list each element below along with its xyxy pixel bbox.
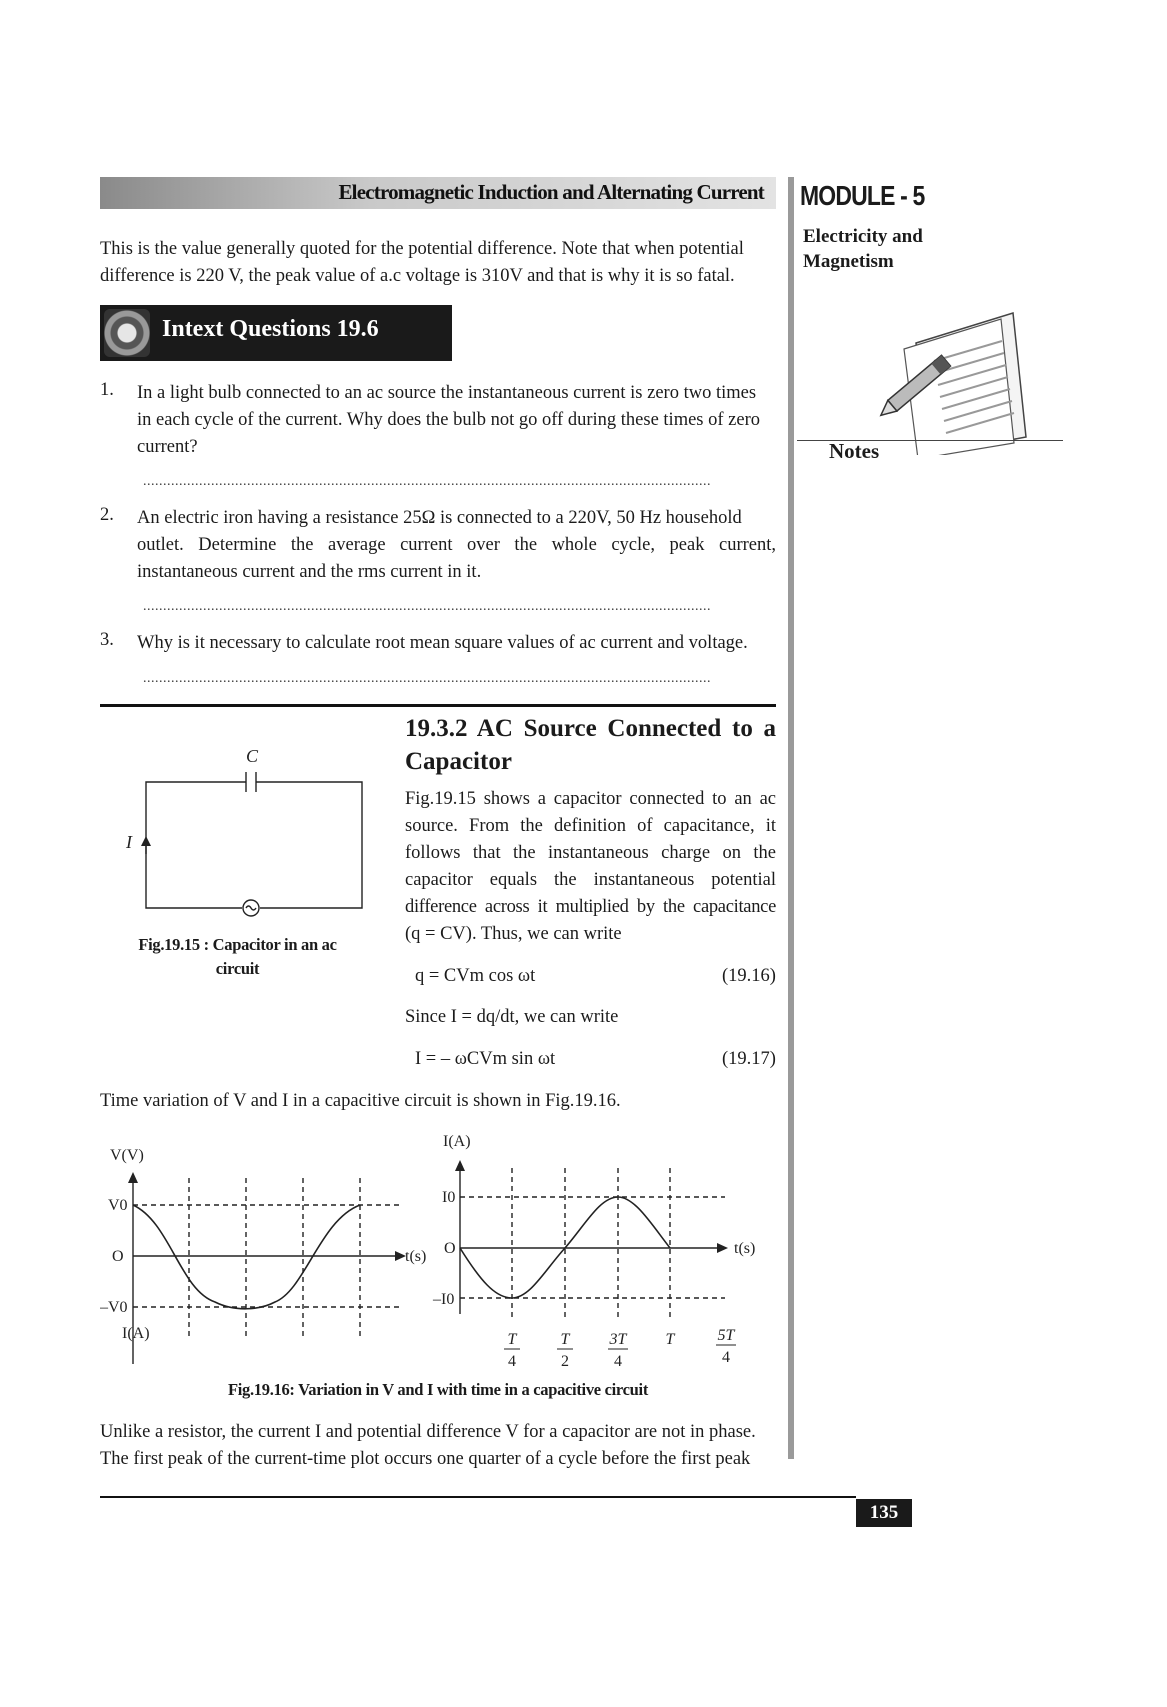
fig16-caption: Fig.19.16: Variation in V and I with time in a capacitive circuit [227, 1380, 649, 1399]
left-y-axis-label: V(V) [110, 1147, 144, 1164]
intro-paragraph [100, 236, 776, 290]
footer-rule [100, 1496, 856, 1498]
tick-label: 4 [508, 1353, 516, 1370]
fig15-caption [110, 933, 365, 981]
question-line: Why is it necessary to calculate root mean square values of ac current and voltage. [137, 633, 748, 653]
page-number: 135 [856, 1499, 912, 1527]
sidebar-rule [788, 177, 794, 1459]
running-header [100, 177, 776, 209]
section-heading-line: 19.3.2 AC Source Connected to a [405, 715, 776, 742]
intext-questions-title: Intext Questions 19.6 [162, 316, 379, 342]
question-line: in each cycle of the current. Why does the bulb not go off during these times of zero [137, 410, 760, 430]
left-v0-label: V0 [108, 1197, 128, 1214]
equation-number: (19.17) [722, 1049, 776, 1069]
left-x-axis-label: t(s) [405, 1248, 427, 1265]
section-heading [405, 712, 776, 778]
module-subject [803, 224, 923, 274]
right-x-axis-label: t(s) [734, 1240, 756, 1257]
fig15-caption-line: Fig.19.15 : Capacitor in an ac [138, 935, 337, 954]
body-line: difference across it multiplied by the capacitance [405, 897, 776, 917]
question-number: 3. [100, 630, 114, 650]
question-icon [104, 309, 150, 357]
body-line: source. From the definition of capacitance, it [405, 816, 776, 836]
tick-label: T [560, 1331, 570, 1348]
question-line: In a light bulb connected to an ac source the instantaneous current is zero two times [137, 383, 757, 403]
answer-line: .............................................................................................................................................. [143, 671, 711, 686]
tick-label: 3T [609, 1331, 627, 1348]
voltage-current-graphs [100, 1130, 780, 1380]
equation-19-16: q = CVm cos ωt [415, 966, 536, 986]
closing-line: The first peak of the current-time plot occurs one quarter of a cycle before the first peak [100, 1449, 751, 1469]
section-body [405, 786, 776, 948]
module-label: MODULE - 5 [800, 180, 925, 211]
intro-line: difference is 220 V, the peak value of a.c voltage is 310V and that is why it is so fatal. [100, 266, 735, 286]
tick-label: 4 [614, 1353, 622, 1370]
since-line: Since I = dq/dt, we can write [405, 1007, 619, 1027]
capacitor-circuit-diagram [110, 740, 375, 920]
question-line: current? [137, 437, 198, 457]
fig15-caption-line: circuit [215, 959, 260, 978]
closing-line: Unlike a resistor, the current I and potential difference V for a capacitor are not in phase. [100, 1422, 756, 1442]
tick-label: 4 [722, 1349, 730, 1366]
intext-questions-banner [100, 305, 452, 361]
current-label: I [126, 832, 132, 852]
section-heading-line: Capacitor [405, 748, 512, 775]
question-line: An electric iron having a resistance 25Ω is connected to a 220V, 50 Hz household [137, 508, 742, 528]
question-2-text [137, 505, 776, 586]
tick-label: T [507, 1331, 517, 1348]
answer-line: .............................................................................................................................................. [143, 599, 711, 614]
question-line: instantaneous current and the rms current in it. [137, 562, 482, 582]
notes-label: Notes [829, 439, 880, 463]
time-variation-text: Time variation of V and I in a capacitive circuit is shown in Fig.19.16. [100, 1091, 621, 1111]
section-divider [100, 704, 776, 707]
right-origin-label: O [444, 1240, 456, 1257]
question-number: 2. [100, 505, 114, 525]
body-line: capacitor equals the instantaneous potential [405, 870, 776, 890]
body-line: Fig.19.15 shows a capacitor connected to an ac [405, 789, 776, 809]
question-3-text [137, 630, 776, 657]
right-y-axis-label: I(A) [443, 1133, 471, 1150]
tick-label: T [665, 1331, 675, 1348]
left-neg-v0-label: –V0 [100, 1299, 128, 1316]
equation-19-17: I = – ωCVm sin ωt [415, 1049, 556, 1069]
running-header-title: Electromagnetic Induction and Alternating Current [338, 180, 764, 204]
module-subject-line2: Magnetism [803, 251, 894, 272]
tick-label: 2 [561, 1353, 569, 1370]
left-origin-label: O [112, 1248, 124, 1265]
left-bottom-label: I(A) [122, 1325, 150, 1342]
body-line: follows that the instantaneous charge on the [405, 843, 776, 863]
intro-line: This is the value generally quoted for the potential difference. Note that when potential [100, 239, 744, 259]
closing-paragraph [100, 1419, 776, 1473]
right-i0-label: I0 [442, 1189, 456, 1206]
body-line: (q = CV). Thus, we can write [405, 924, 622, 944]
notes-icon [878, 305, 1028, 455]
equation-number: (19.16) [722, 966, 776, 986]
answer-line: .............................................................................................................................................. [143, 474, 711, 489]
right-neg-i0-label: –I0 [433, 1291, 455, 1308]
question-number: 1. [100, 380, 114, 400]
question-1-text [137, 380, 776, 461]
module-subject-line1: Electricity and [803, 226, 923, 247]
question-line: outlet. Determine the average current over the whole cycle, peak current, [137, 535, 776, 555]
tick-label: 5T [717, 1327, 735, 1344]
capacitor-label: C [246, 746, 259, 766]
